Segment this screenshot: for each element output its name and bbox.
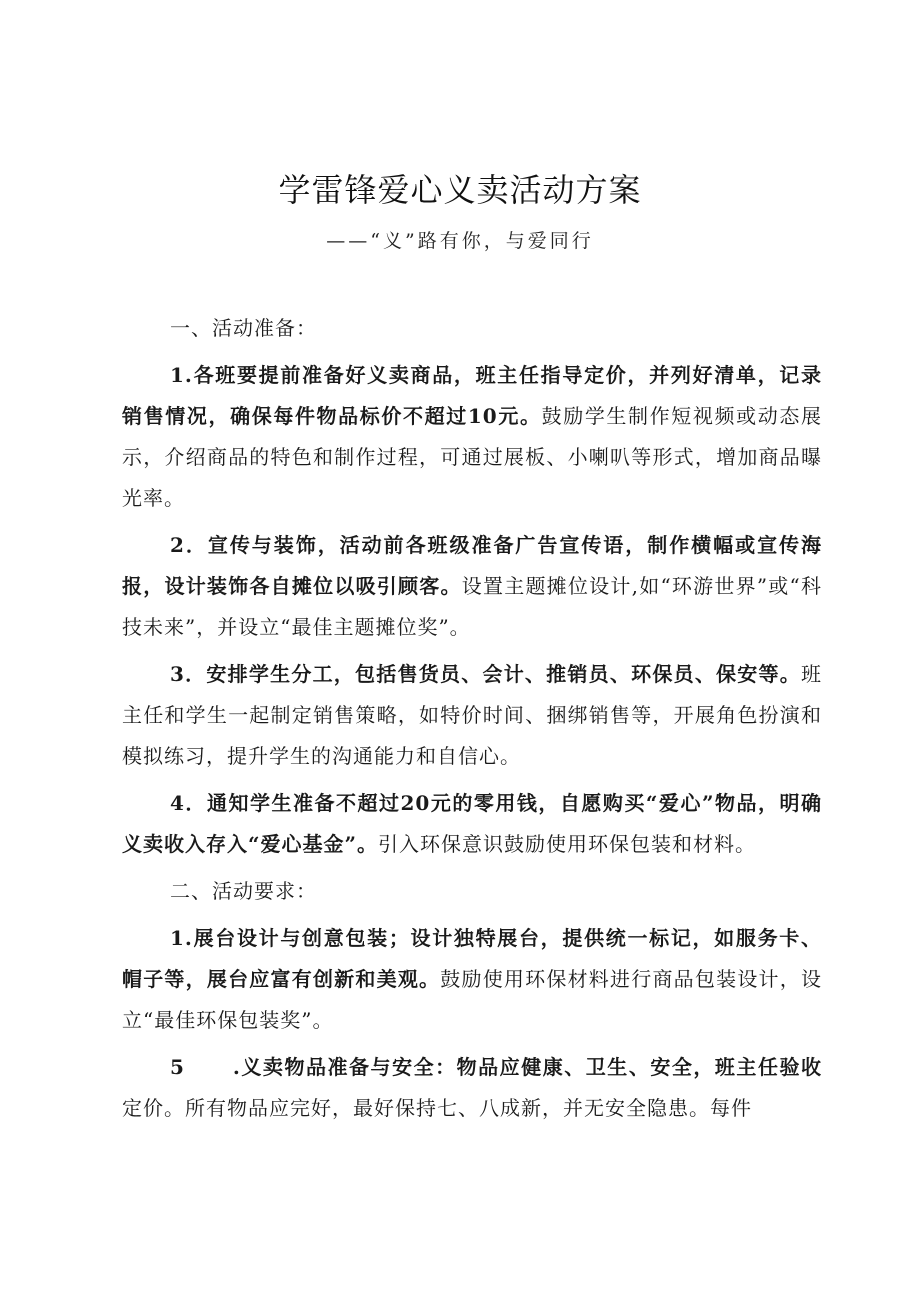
item-bold-text: 宣传与装饰，活动前各班级准备广告宣传语，制作横幅或宣传海报，设计装饰各自摊位以吸引顾客。 [122,533,823,598]
item-bold-text: .义卖物品准备与安全：物品应健康、卫生、安全，班主任验收 [232,1055,822,1079]
item-number: 3． [170,662,207,686]
paragraph-requirement-5 [122,1047,822,1129]
document-subtitle: ——“义”路有你，与爱同行 [326,230,594,252]
item-normal-text: 设置主题摊位设计,如“环游世界”或“科技未来”，并设立“最佳主题摊位奖”。 [122,574,822,639]
item-normal-text: 鼓励学生制作短视频或动态展示，介绍商品的特色和制作过程，可通过展板、小喇叭等形式，增加商品曝光率。 [122,404,822,510]
item-normal-text: 定价。所有物品应完好，最好保持七、八成新，并无安全隐患。每件 [122,1096,752,1120]
item-normal-text: 鼓励使用环保材料进行商品包装设计，设立“最佳环保包装奖”。 [122,967,822,1032]
item-normal-text: 引入环保意识鼓励使用环保包装和材料。 [378,832,757,856]
section-heading-preparation [122,308,822,349]
item-bold-text: 各班要提前准备好义卖商品，班主任指导定价，并列好清单，记录销售情况，确保每件物品标价不超过10元。 [122,363,822,428]
document-body [122,308,822,1135]
section-heading-text: 二、活动要求： [170,879,317,903]
paragraph-item-3 [122,654,822,777]
item-number: 1. [170,926,193,950]
item-number: 2． [170,533,208,557]
item-bold-text: 安排学生分工，包括售货员、会计、推销员、环保员、保安等。 [206,662,801,686]
item-number: 5 [170,1055,185,1079]
document-title: 学雷锋爱心义卖活动方案 [278,171,642,209]
section-heading-text: 一、活动准备： [170,316,317,340]
item-bold-text: 展台设计与创意包装；设计独特展台，提供统一标记，如服务卡、帽子等，展台应富有创新和美观。 [122,926,822,991]
section-heading-requirements [122,871,822,912]
paragraph-requirement-1 [122,918,822,1041]
paragraph-item-4 [122,783,822,865]
item-normal-text: 班主任和学生一起制定销售策略，如特价时间、捆绑销售等，开展角色扮演和模拟练习，提升学生的沟通能力和自信心。 [122,662,822,768]
item-number: 4． [170,791,207,815]
paragraph-item-1 [122,355,822,519]
paragraph-item-2 [122,525,822,648]
item-number: 1. [170,363,193,387]
item-bold-text: 通知学生准备不超过20元的零用钱，自愿购买“爱心”物品，明确义卖收入存入“爱心基金”。 [122,791,822,856]
